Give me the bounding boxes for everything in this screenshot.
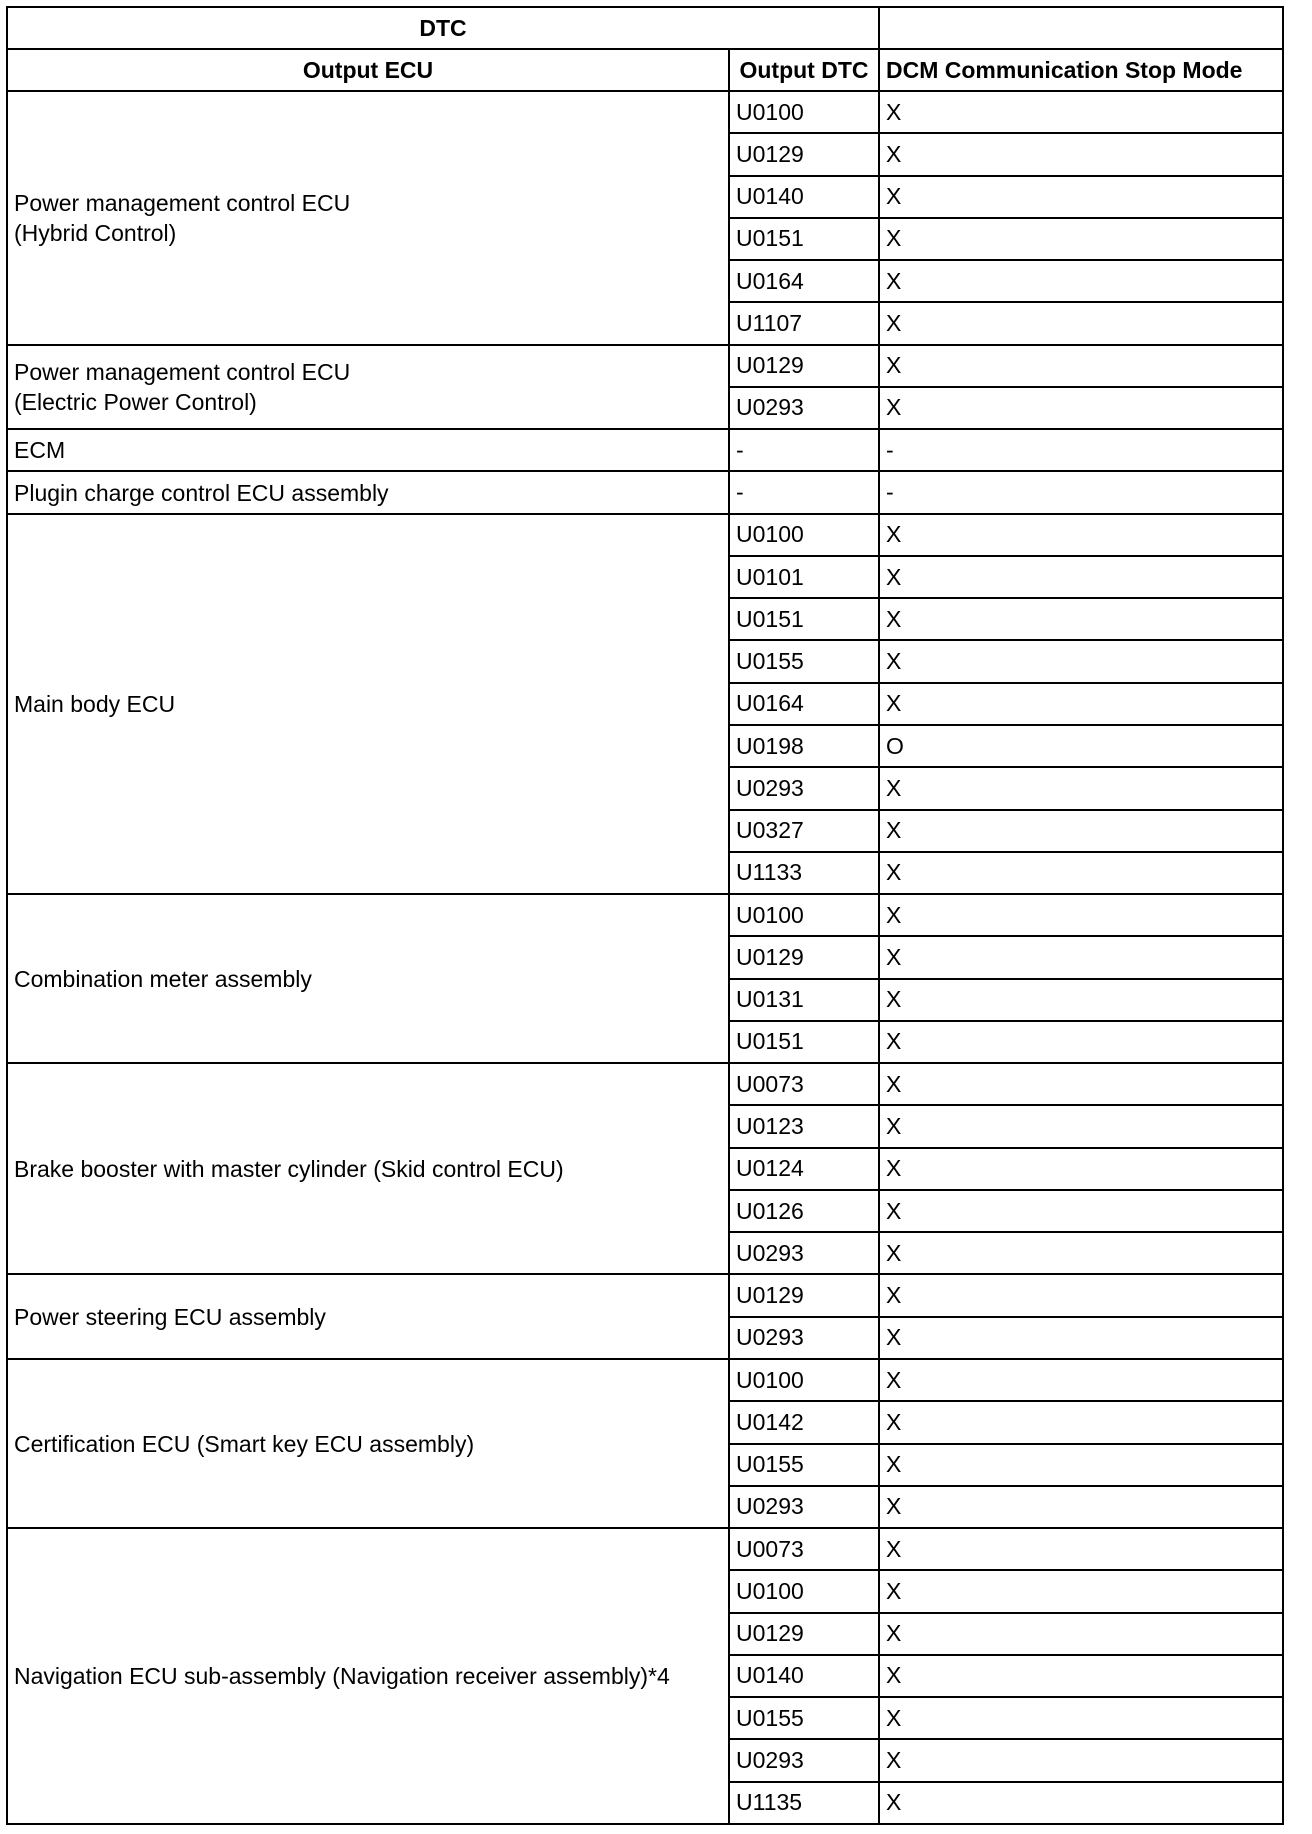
- output-dtc-cell: U0151: [729, 1021, 879, 1063]
- stop-mode-cell: X: [879, 260, 1283, 302]
- stop-mode-cell: X: [879, 302, 1283, 344]
- ecu-name-line: Combination meter assembly: [14, 965, 312, 992]
- output-dtc-cell: U1133: [729, 852, 879, 894]
- output-dtc-cell: U0142: [729, 1401, 879, 1443]
- output-dtc-header: Output DTC: [729, 49, 879, 91]
- output-dtc-cell: -: [729, 471, 879, 513]
- output-dtc-cell: U0293: [729, 387, 879, 429]
- output-ecu-cell: [7, 429, 729, 471]
- stop-mode-cell: X: [879, 1274, 1283, 1316]
- output-dtc-cell: U0293: [729, 767, 879, 809]
- ecu-name-line: Main body ECU: [14, 690, 176, 717]
- stop-mode-cell: -: [879, 429, 1283, 471]
- output-ecu-cell: [7, 91, 729, 345]
- output-dtc-cell: U0140: [729, 1655, 879, 1697]
- stop-mode-cell: X: [879, 1613, 1283, 1655]
- output-ecu-cell: [7, 1063, 729, 1274]
- output-ecu-cell: [7, 1528, 729, 1824]
- output-ecu-cell: [7, 894, 729, 1063]
- output-dtc-cell: U0131: [729, 979, 879, 1021]
- ecu-name-line: Brake booster with master cylinder (Skid control ECU): [14, 1155, 564, 1182]
- output-ecu-cell: [7, 514, 729, 894]
- table-row: [7, 1528, 1283, 1570]
- output-dtc-cell: -: [729, 429, 879, 471]
- ecu-name-line: Plugin charge control ECU assembly: [14, 479, 389, 506]
- output-dtc-cell: U0100: [729, 894, 879, 936]
- output-ecu-cell: [7, 471, 729, 513]
- table-row: [7, 1274, 1283, 1316]
- dtc-table: [6, 6, 1284, 1825]
- stop-mode-cell: X: [879, 852, 1283, 894]
- output-dtc-cell: U0129: [729, 1613, 879, 1655]
- output-dtc-cell: U0129: [729, 936, 879, 978]
- stop-mode-cell: O: [879, 725, 1283, 767]
- output-dtc-cell: U0155: [729, 1444, 879, 1486]
- ecu-name-line: Power management control ECU: [14, 189, 351, 216]
- stop-mode-cell: X: [879, 1655, 1283, 1697]
- stop-mode-cell: X: [879, 1105, 1283, 1147]
- stop-mode-cell: X: [879, 1739, 1283, 1781]
- ecu-name-line: Certification ECU (Smart key ECU assembly): [14, 1430, 475, 1457]
- stop-mode-cell: X: [879, 1570, 1283, 1612]
- stop-mode-cell: X: [879, 1317, 1283, 1359]
- ecu-name-line: Navigation ECU sub-assembly (Navigation receiver assembly)*4: [14, 1663, 670, 1690]
- output-dtc-cell: U0293: [729, 1486, 879, 1528]
- stop-mode-cell: X: [879, 1782, 1283, 1824]
- stop-mode-cell: X: [879, 1190, 1283, 1232]
- output-dtc-cell: U0124: [729, 1148, 879, 1190]
- output-dtc-cell: U0100: [729, 1570, 879, 1612]
- output-dtc-cell: U0155: [729, 640, 879, 682]
- stop-mode-cell: X: [879, 91, 1283, 133]
- stop-mode-cell: X: [879, 810, 1283, 852]
- stop-mode-cell: X: [879, 1021, 1283, 1063]
- output-dtc-cell: U0151: [729, 218, 879, 260]
- stop-mode-header: DCM Communication Stop Mode: [879, 49, 1283, 91]
- output-ecu-header: Output ECU: [7, 49, 729, 91]
- stop-mode-cell: X: [879, 979, 1283, 1021]
- output-dtc-cell: U0100: [729, 514, 879, 556]
- stop-mode-cell: X: [879, 1063, 1283, 1105]
- ecu-name-line: Power steering ECU assembly: [14, 1303, 326, 1330]
- table-row: [7, 91, 1283, 133]
- stop-mode-cell: X: [879, 598, 1283, 640]
- table-row: [7, 1063, 1283, 1105]
- output-dtc-cell: U0129: [729, 1274, 879, 1316]
- output-dtc-cell: U0164: [729, 260, 879, 302]
- ecu-name-line: (Electric Power Control): [14, 388, 257, 415]
- table-header: [7, 7, 1283, 91]
- output-dtc-cell: U1135: [729, 1782, 879, 1824]
- table-row: [7, 429, 1283, 471]
- stop-mode-cell: X: [879, 387, 1283, 429]
- output-dtc-cell: U0126: [729, 1190, 879, 1232]
- stop-mode-cell: -: [879, 471, 1283, 513]
- stop-mode-cell: X: [879, 1486, 1283, 1528]
- stop-mode-cell: X: [879, 1528, 1283, 1570]
- table-row: [7, 1359, 1283, 1401]
- output-dtc-cell: U1107: [729, 302, 879, 344]
- output-dtc-cell: U0164: [729, 683, 879, 725]
- output-ecu-cell: [7, 1274, 729, 1359]
- stop-mode-cell: X: [879, 1401, 1283, 1443]
- stop-mode-cell: X: [879, 218, 1283, 260]
- output-dtc-cell: U0100: [729, 91, 879, 133]
- stop-mode-cell: X: [879, 345, 1283, 387]
- output-dtc-cell: U0129: [729, 345, 879, 387]
- header-row-top: [7, 7, 1283, 49]
- stop-mode-cell: X: [879, 1359, 1283, 1401]
- output-dtc-cell: U0101: [729, 556, 879, 598]
- output-dtc-cell: U0198: [729, 725, 879, 767]
- stop-mode-cell: X: [879, 640, 1283, 682]
- output-dtc-cell: U0073: [729, 1528, 879, 1570]
- ecu-name-line: ECM: [14, 437, 66, 464]
- header-row-columns: [7, 49, 1283, 91]
- stop-mode-cell: X: [879, 936, 1283, 978]
- table-row: [7, 345, 1283, 387]
- stop-mode-cell: X: [879, 1444, 1283, 1486]
- blank-header: [879, 7, 1283, 49]
- stop-mode-cell: X: [879, 1148, 1283, 1190]
- output-ecu-cell: [7, 1359, 729, 1528]
- stop-mode-cell: X: [879, 894, 1283, 936]
- output-dtc-cell: U0293: [729, 1317, 879, 1359]
- stop-mode-cell: X: [879, 767, 1283, 809]
- output-dtc-cell: U0155: [729, 1697, 879, 1739]
- output-dtc-cell: U0123: [729, 1105, 879, 1147]
- table-row: [7, 514, 1283, 556]
- stop-mode-cell: X: [879, 1232, 1283, 1274]
- output-dtc-cell: U0293: [729, 1232, 879, 1274]
- stop-mode-cell: X: [879, 683, 1283, 725]
- output-ecu-cell: [7, 345, 729, 430]
- stop-mode-cell: X: [879, 556, 1283, 598]
- stop-mode-cell: X: [879, 133, 1283, 175]
- stop-mode-cell: X: [879, 1697, 1283, 1739]
- output-dtc-cell: U0151: [729, 598, 879, 640]
- ecu-name-line: Power management control ECU: [14, 358, 351, 385]
- table-body: [7, 91, 1283, 1824]
- output-dtc-cell: U0129: [729, 133, 879, 175]
- output-dtc-cell: U0293: [729, 1739, 879, 1781]
- output-dtc-cell: U0140: [729, 176, 879, 218]
- stop-mode-cell: X: [879, 514, 1283, 556]
- table-row: [7, 894, 1283, 936]
- dtc-header: DTC: [7, 7, 879, 49]
- output-dtc-cell: U0100: [729, 1359, 879, 1401]
- output-dtc-cell: U0073: [729, 1063, 879, 1105]
- table-row: [7, 471, 1283, 513]
- stop-mode-cell: X: [879, 176, 1283, 218]
- output-dtc-cell: U0327: [729, 810, 879, 852]
- ecu-name-line: (Hybrid Control): [14, 219, 177, 246]
